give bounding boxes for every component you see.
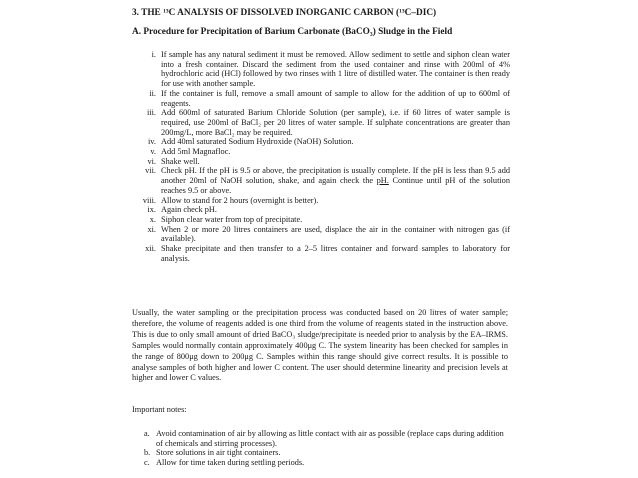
note-letter: a. <box>144 429 150 438</box>
step-number: iv. <box>148 137 156 147</box>
step-text: When 2 or more 20 litres containers are used, displace the air in the container with nitrogen gas (if available). <box>161 224 510 244</box>
note-item <box>144 448 510 458</box>
section-heading: 3. THE ¹³C ANALYSIS OF DISSOLVED INORGANIC CARBON (¹³C–DIC) <box>132 8 437 18</box>
note-item <box>144 458 510 468</box>
step-text: Check pH. If the pH is 9.5 or above, the precipitation is usually complete. If the pH is less than 9.5 add another 20ml of NaOH solution, shake, and again check the <box>161 166 510 186</box>
step-number: x. <box>149 214 156 224</box>
step-text: Shake precipitate and then transfer to a 2–5 litres container and forward samples to laboratory for analysis. <box>161 244 510 263</box>
step-number: iii. <box>147 108 156 118</box>
step-text-continued: Continue until pH of the solution reaches 9.5 or above. <box>161 176 510 195</box>
step-number: viii. <box>142 195 156 205</box>
step-item <box>132 225 510 244</box>
step-text: Shake well. <box>161 156 200 166</box>
note-text: Store solutions in air tight containers. <box>156 448 281 458</box>
step-item <box>132 147 510 157</box>
step-item <box>132 215 510 225</box>
body-paragraph: Usually, the water sampling or the precipitation process was conducted based on 20 litres of water sample; therefore, the volume of reagents added is one third from the volume of reagents stated in the instruction above. This is due to only small amount of dried BaCO₃ sludge/precipitate is needed prior to analysis by the EA–IRMS. Samples would normally contain approximately 400μg C. The system linearity has been checked for samples in the range of 800μg down to 200μg C. Samples within this range should give correct results. It is possible to analyse samples of both higher and lower C content. The user should determine linearity and precision levels at higher and lower C values. <box>132 308 508 383</box>
note-letter: b. <box>144 448 151 458</box>
step-number: ix. <box>147 205 156 215</box>
step-item <box>132 205 510 215</box>
procedure-steps <box>132 50 510 263</box>
step-item <box>132 244 510 263</box>
procedure-subheading: A. Procedure for Precipitation of Barium Carbonate (BaCO₃) Sludge in the Field <box>132 27 453 37</box>
note-letter: c. <box>144 458 150 468</box>
important-notes-list <box>144 429 510 468</box>
step-number: v. <box>150 147 156 157</box>
step-number: xi. <box>147 224 156 234</box>
step-item <box>132 166 510 195</box>
step-item <box>132 157 510 167</box>
step-item <box>132 50 510 89</box>
step-item <box>132 89 510 108</box>
step-text: Again check pH. <box>161 205 217 215</box>
notes-title: Important notes: <box>132 405 187 414</box>
ph-link[interactable]: pH. <box>376 176 389 186</box>
step-text: Siphon clear water from top of precipitate. <box>161 214 303 224</box>
step-text: Allow to stand for 2 hours (overnight is better). <box>161 195 319 205</box>
note-item <box>144 429 510 448</box>
step-text: Add 40ml saturated Sodium Hydroxide (NaOH) Solution. <box>161 137 354 147</box>
step-text: Add 600ml of saturated Barium Chloride Solution (per sample), i.e. if 60 litres of water sample is required, use 200ml of BaCl₂ per 20 litres of water sample. If sulphate concentrations are greater than 200mg/L, more BaCl₂ may be required. <box>161 108 510 137</box>
step-number: ii. <box>149 88 156 98</box>
step-item <box>132 196 510 206</box>
step-text: Add 5ml Magnafloc. <box>161 147 231 157</box>
step-text: If the container is full, remove a small amount of sample to allow for the addition of up to 600ml of reagents. <box>161 88 510 108</box>
step-item <box>132 137 510 147</box>
step-item <box>132 108 510 137</box>
step-number: i. <box>151 50 156 59</box>
step-text-container <box>161 166 510 195</box>
note-text: Avoid contamination of air by allowing as little contact with air as possible (replace caps during addition of chemicals and stirring processes). <box>156 429 504 448</box>
note-text: Allow for time taken during settling periods. <box>156 458 305 468</box>
step-number: vii. <box>145 166 156 176</box>
step-number: vi. <box>147 156 156 166</box>
step-number: xii. <box>145 244 156 254</box>
step-text: If sample has any natural sediment it must be removed. Allow sediment to settle and siphon clean water into a fresh container. Discard the sediment from the used container and rinse with 200ml of 4% hydrochloric acid (HCl) followed by two rinses with 1 litre of distilled water. The container is then ready for use with another sample. <box>161 50 510 89</box>
